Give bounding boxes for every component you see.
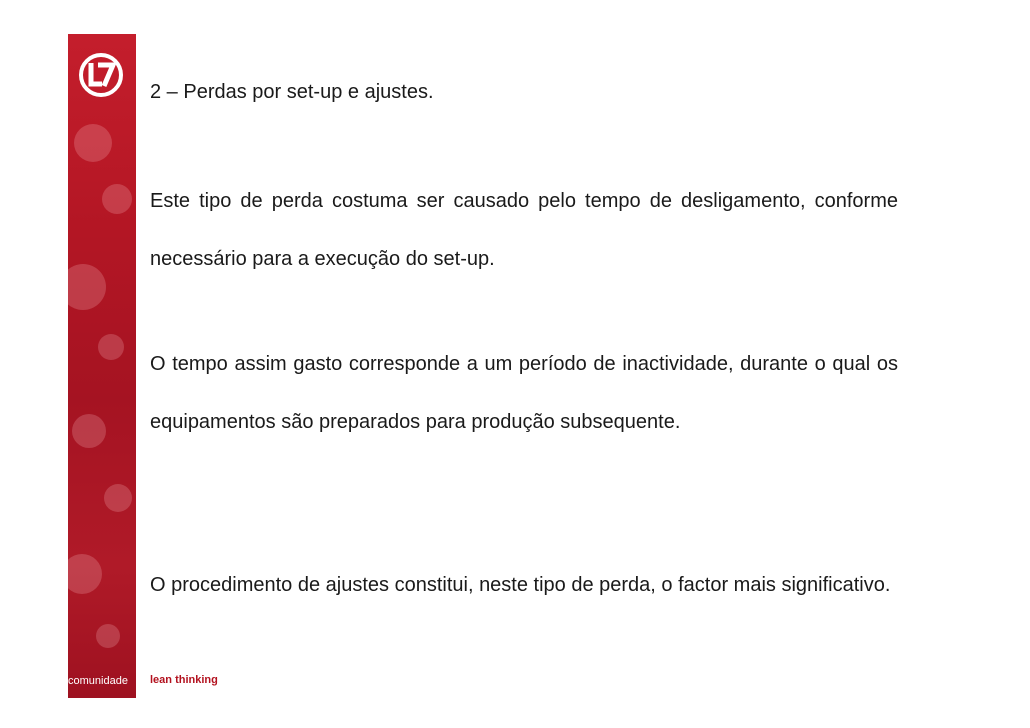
bokeh-decoration: [96, 624, 120, 648]
sidebar-banner: [68, 34, 136, 698]
bokeh-decoration: [102, 184, 132, 214]
bokeh-decoration: [72, 414, 106, 448]
bokeh-decoration: [68, 554, 102, 594]
bokeh-decoration: [98, 334, 124, 360]
paragraph-2: O tempo assim gasto corresponde a um período de inactividade, durante o qual os equipamentos são preparados para produção subsequente.: [150, 353, 898, 433]
slide-title: 2 – Perdas por set-up e ajustes.: [150, 81, 434, 103]
bokeh-decoration: [104, 484, 132, 512]
lt-logo-icon: [78, 52, 124, 98]
footer-community-label: comunidade: [68, 675, 128, 687]
paragraph-1: Este tipo de perda costuma ser causado pelo tempo de desligamento, conforme necessário para a execução do set-up.: [150, 190, 898, 270]
paragraph-3: O procedimento de ajustes constitui, neste tipo de perda, o factor mais significativo.: [150, 574, 891, 596]
footer-brand-label: lean thinking: [150, 674, 218, 686]
bokeh-decoration: [68, 264, 106, 310]
bokeh-decoration: [74, 124, 112, 162]
